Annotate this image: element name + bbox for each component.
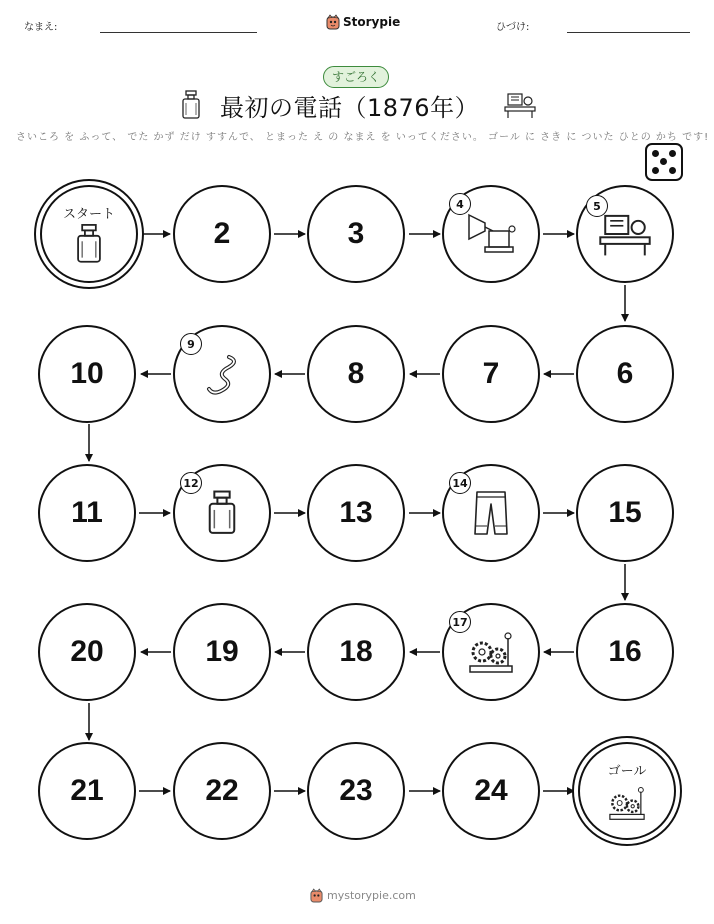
gramophone-icon (463, 209, 519, 259)
name-label: なまえ: (24, 22, 58, 33)
space-21[interactable]: 21 (38, 742, 136, 840)
gear-machine-icon (464, 628, 518, 676)
page-title: 最初の電話（1876年） (220, 94, 480, 122)
space-number-badge: 4 (449, 193, 471, 215)
space-number-badge: 12 (180, 472, 202, 494)
space-19[interactable]: 19 (173, 603, 271, 701)
glass-jar-icon (74, 223, 104, 265)
space-15[interactable]: 15 (576, 464, 674, 562)
instructions: さいころ を ふって、 でた かず だけ すすんで、 とまった え の なまえ を いってください。 ゴール に さき に ついた ひとの かち です! (16, 132, 710, 143)
footer (310, 888, 416, 903)
space-4[interactable] (442, 185, 540, 283)
space-number-badge: 9 (180, 333, 202, 355)
space-2[interactable]: 2 (173, 185, 271, 283)
space-9[interactable] (173, 325, 271, 423)
space-5[interactable] (576, 185, 674, 283)
space-18[interactable]: 18 (307, 603, 405, 701)
glass-jar-icon (205, 490, 239, 536)
space-12[interactable] (173, 464, 271, 562)
space-17[interactable] (442, 603, 540, 701)
goal-label: ゴール (607, 764, 647, 779)
start-label: スタート (62, 207, 115, 222)
trousers-icon (469, 488, 513, 538)
space-number-badge: 5 (586, 195, 608, 217)
brand-name: Storypie (343, 15, 401, 29)
space-24[interactable]: 24 (442, 742, 540, 840)
game-tag: すごろく (323, 66, 389, 88)
space-13[interactable]: 13 (307, 464, 405, 562)
storypie-mascot-icon (310, 888, 323, 903)
space-20[interactable]: 20 (38, 603, 136, 701)
gear-machine-icon (605, 783, 649, 823)
wire-icon (199, 351, 245, 397)
space-number-badge: 17 (449, 611, 471, 633)
telegraph-desk-icon (597, 209, 653, 259)
space-23[interactable]: 23 (307, 742, 405, 840)
space-3[interactable]: 3 (307, 185, 405, 283)
space-goal[interactable] (578, 742, 676, 840)
space-11[interactable]: 11 (38, 464, 136, 562)
space-22[interactable]: 22 (173, 742, 271, 840)
space-16[interactable]: 16 (576, 603, 674, 701)
space-8[interactable]: 8 (307, 325, 405, 423)
space-7[interactable]: 7 (442, 325, 540, 423)
footer-url[interactable]: mystorypie.com (327, 889, 416, 902)
space-number-badge: 14 (449, 472, 471, 494)
space-14[interactable] (442, 464, 540, 562)
space-6[interactable]: 6 (576, 325, 674, 423)
date-label: ひづけ: (496, 22, 530, 33)
space-10[interactable]: 10 (38, 325, 136, 423)
space-start[interactable] (40, 185, 138, 283)
